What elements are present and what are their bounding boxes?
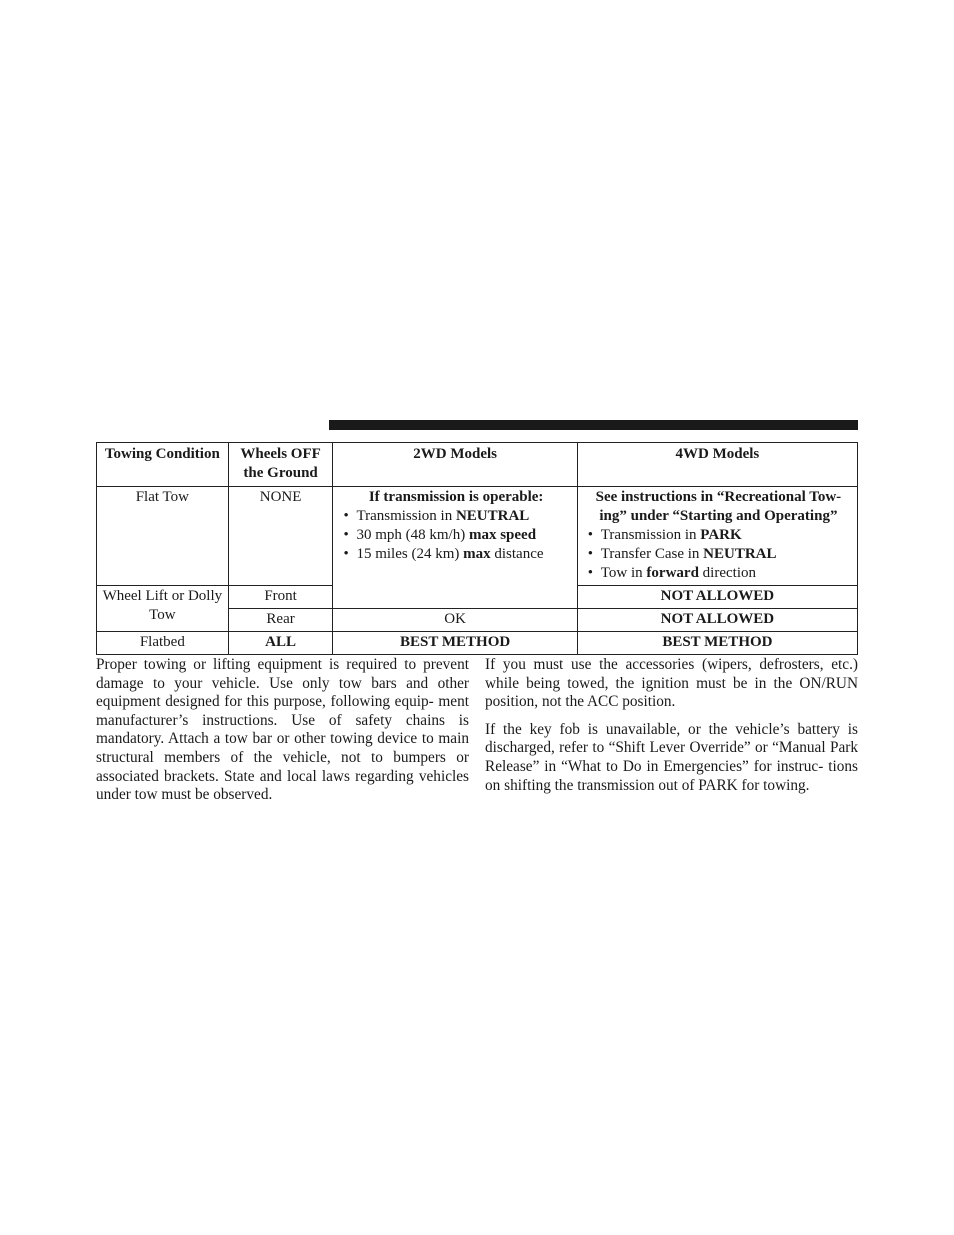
cell-flat-tow-4wd	[577, 487, 857, 586]
cell-flatbed-wheels: ALL	[228, 632, 333, 655]
section-header-bar	[329, 420, 858, 430]
header-4wd-models: 4WD Models	[577, 443, 857, 487]
cell-flatbed-condition: Flatbed	[97, 632, 229, 655]
table-row-flatbed	[97, 632, 858, 655]
accessories-paragraph: If you must use the accessories (wipers, defrosters, etc.) while being towed, the ignition must be in the ON/RUN position, not the ACC position.	[485, 656, 858, 711]
flat-tow-2wd-list	[339, 507, 572, 564]
towing-equipment-paragraph: Proper towing or lifting equipment is required to prevent damage to your vehicle. Use only tow bars and other equipment designed for this purpose, following equip- ment manufacturer’s instructions. Use of safety chains is mandatory. Attach a tow bar or other towing device to main structural members of the vehicle, not to bumpers or associated brackets. State and local laws regarding vehicles under tow must be observed.	[96, 656, 469, 804]
cell-wheel-lift-front-4wd: NOT ALLOWED	[577, 586, 857, 609]
cell-wheel-lift-rear-2wd: OK	[333, 609, 577, 632]
cell-flatbed-4wd: BEST METHOD	[577, 632, 857, 655]
list-item: • 15 miles (24 km) max distance	[339, 545, 572, 564]
flat-tow-4wd-heading: See instructions in “Recreational Tow- ing” under “Starting and Operating”	[595, 489, 842, 524]
key-fob-paragraph: If the key fob is unavailable, or the vehicle’s battery is discharged, refer to “Shift Lever Override” or “Manual Park Release” in “What to Do in Emergencies” for instruc- tions on shifting the transmission out of PARK for towing.	[485, 720, 858, 794]
header-2wd-models: 2WD Models	[333, 443, 577, 487]
header-towing-condition: Towing Condition	[97, 443, 229, 487]
list-item: • 30 mph (48 km/h) max speed	[339, 526, 572, 545]
table-row-flat-tow	[97, 487, 858, 586]
cell-wheel-lift-rear-4wd: NOT ALLOWED	[577, 609, 857, 632]
right-column	[485, 656, 858, 804]
cell-flat-tow-2wd	[333, 487, 577, 609]
cell-flat-tow-wheels: NONE	[228, 487, 333, 586]
left-column	[96, 656, 469, 814]
header-wheels-off-ground: Wheels OFF the Ground	[228, 443, 333, 487]
list-item: • Transfer Case in NEUTRAL	[584, 545, 853, 564]
cell-flat-tow-condition: Flat Tow	[97, 487, 229, 586]
flat-tow-2wd-heading: If transmission is operable:	[368, 489, 544, 505]
flat-tow-4wd-list	[584, 526, 853, 583]
list-item: • Tow in forward direction	[584, 564, 853, 583]
cell-wheel-lift-rear-wheels: Rear	[228, 609, 333, 632]
towing-table	[96, 442, 858, 655]
cell-flatbed-2wd: BEST METHOD	[333, 632, 577, 655]
table-header-row	[97, 443, 858, 487]
cell-wheel-lift-front-wheels: Front	[228, 586, 333, 609]
list-item: • Transmission in PARK	[584, 526, 853, 545]
list-item: • Transmission in NEUTRAL	[339, 507, 572, 526]
cell-wheel-lift-condition: Wheel Lift or Dolly Tow	[97, 586, 229, 632]
